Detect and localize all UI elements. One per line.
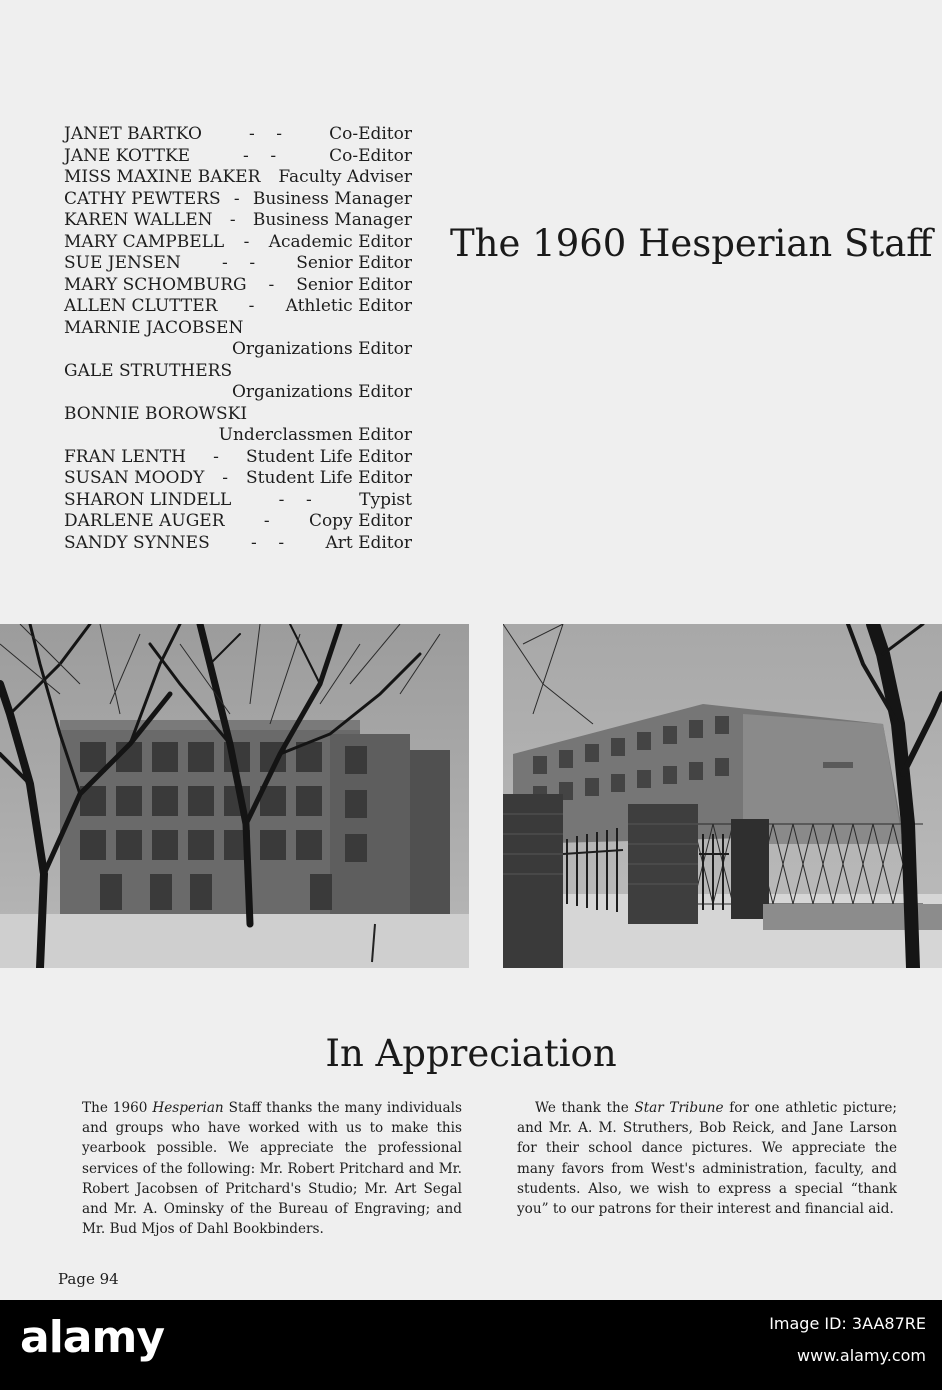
staff-name: SHARON LINDELL xyxy=(64,489,232,510)
staff-entry xyxy=(64,232,412,254)
staff-separator: - xyxy=(229,210,236,230)
appreciation-paragraph-left: The 1960 Hesperian Staff thanks the many individuals and groups who have worked with us to make this yearbook possible. We appreciate the professional services of the following: Mr. Robert Pritchard and Mr. Robert Jacobsen of Pritchard's Studio; Mr. Art Segal and Mr. A. Ominsky of the Bureau of Engraving; and Mr. Bud Mjos of Dahl Bookbinders. xyxy=(82,1100,462,1238)
staff-entry xyxy=(64,210,412,232)
alamy-logo: alamy xyxy=(20,1312,164,1363)
staff-separator: - xyxy=(213,446,219,467)
staff-name: ALLEN CLUTTER xyxy=(64,296,218,316)
staff-name: DARLENE AUGER xyxy=(64,511,225,531)
staff-entry xyxy=(64,490,412,512)
staff-separator: - xyxy=(263,511,270,531)
staff-role: Athletic Editor xyxy=(285,296,412,316)
school-building-photo-left xyxy=(0,624,469,968)
appreciation-column-right xyxy=(517,1098,897,1219)
staff-role: Typist xyxy=(359,489,412,510)
staff-name: CATHY PEWTERS xyxy=(64,188,221,209)
staff-entry xyxy=(64,253,412,275)
staff-name: JANET BARTKO xyxy=(64,124,202,144)
staff-name-line: BONNIE BOROWSKI xyxy=(64,403,248,424)
appreciation-paragraph-right: We thank the Star Tribune for one athletic picture; and Mr. A. M. Struthers, Bob Reick, and Jane Larson for their school dance pictures. We appreciate the many favors from West's administration, faculty, and students. Also, we wish to express a special “thank you” to our patrons for their interest and financial aid. xyxy=(517,1100,897,1218)
staff-role: Academic Editor xyxy=(268,231,412,252)
staff-name: MARY SCHOMBURG xyxy=(64,274,247,295)
staff-role: Senior Editor xyxy=(296,274,412,295)
staff-separator: - xyxy=(268,274,275,295)
school-gate-photo-right xyxy=(503,624,942,968)
staff-separator: - xyxy=(233,188,240,209)
staff-separator: - - xyxy=(251,532,285,553)
staff-name: KAREN WALLEN xyxy=(64,210,213,230)
footer-url: www.alamy.com xyxy=(797,1346,926,1365)
page-number: Page 94 xyxy=(58,1270,119,1288)
staff-list xyxy=(64,124,412,554)
staff-role: Student Life Editor xyxy=(246,468,412,488)
staff-name: SUE JENSEN xyxy=(64,253,181,273)
staff-separator: - - xyxy=(278,489,312,510)
staff-separator xyxy=(260,167,278,189)
staff-role-line: Underclassmen Editor xyxy=(218,425,412,445)
staff-entry xyxy=(64,296,412,318)
staff-separator: - - xyxy=(243,145,277,166)
staff-role: Copy Editor xyxy=(308,511,412,531)
staff-name: SUSAN MOODY xyxy=(64,468,205,488)
staff-separator: - - xyxy=(221,253,256,273)
staff-entry xyxy=(64,167,412,189)
staff-name-line: MARNIE JACOBSEN xyxy=(64,317,244,338)
staff-role: Business Manager xyxy=(252,210,412,230)
staff-name: JANE KOTTKE xyxy=(64,145,191,166)
staff-role: Art Editor xyxy=(325,532,412,553)
staff-name: FRAN LENTH xyxy=(64,446,186,467)
staff-name-line: GALE STRUTHERS xyxy=(64,360,233,381)
appreciation-column-left xyxy=(82,1098,462,1239)
staff-entry xyxy=(64,511,412,533)
staff-role: Co-Editor xyxy=(329,124,412,144)
staff-name: MISS MAXINE BAKER xyxy=(64,167,261,187)
staff-role-line: Organizations Editor xyxy=(231,382,412,402)
staff-entry xyxy=(64,447,412,469)
staff-separator: - xyxy=(222,468,229,488)
page-title: The 1960 Hesperian Staff xyxy=(450,222,933,265)
staff-separator: - xyxy=(243,231,250,252)
staff-name: MARY CAMPBELL xyxy=(64,231,225,252)
staff-role: Co-Editor xyxy=(329,145,412,166)
staff-entry xyxy=(64,275,412,297)
staff-separator: - xyxy=(248,296,255,316)
staff-entry xyxy=(64,124,412,146)
staff-role-line: Organizations Editor xyxy=(231,339,412,359)
staff-entry xyxy=(64,189,412,211)
staff-entry xyxy=(64,468,412,490)
staff-role: Faculty Adviser xyxy=(278,167,412,187)
staff-entry xyxy=(64,146,412,168)
appreciation-heading: In Appreciation xyxy=(325,1032,617,1075)
staff-role: Student Life Editor xyxy=(246,446,412,467)
staff-name: SANDY SYNNES xyxy=(64,532,210,553)
staff-entry xyxy=(64,533,412,555)
image-id-label: Image ID: 3AA87RE xyxy=(769,1314,926,1333)
staff-separator: - - xyxy=(248,124,283,144)
staff-role: Business Manager xyxy=(252,188,412,209)
staff-role: Senior Editor xyxy=(296,253,412,273)
